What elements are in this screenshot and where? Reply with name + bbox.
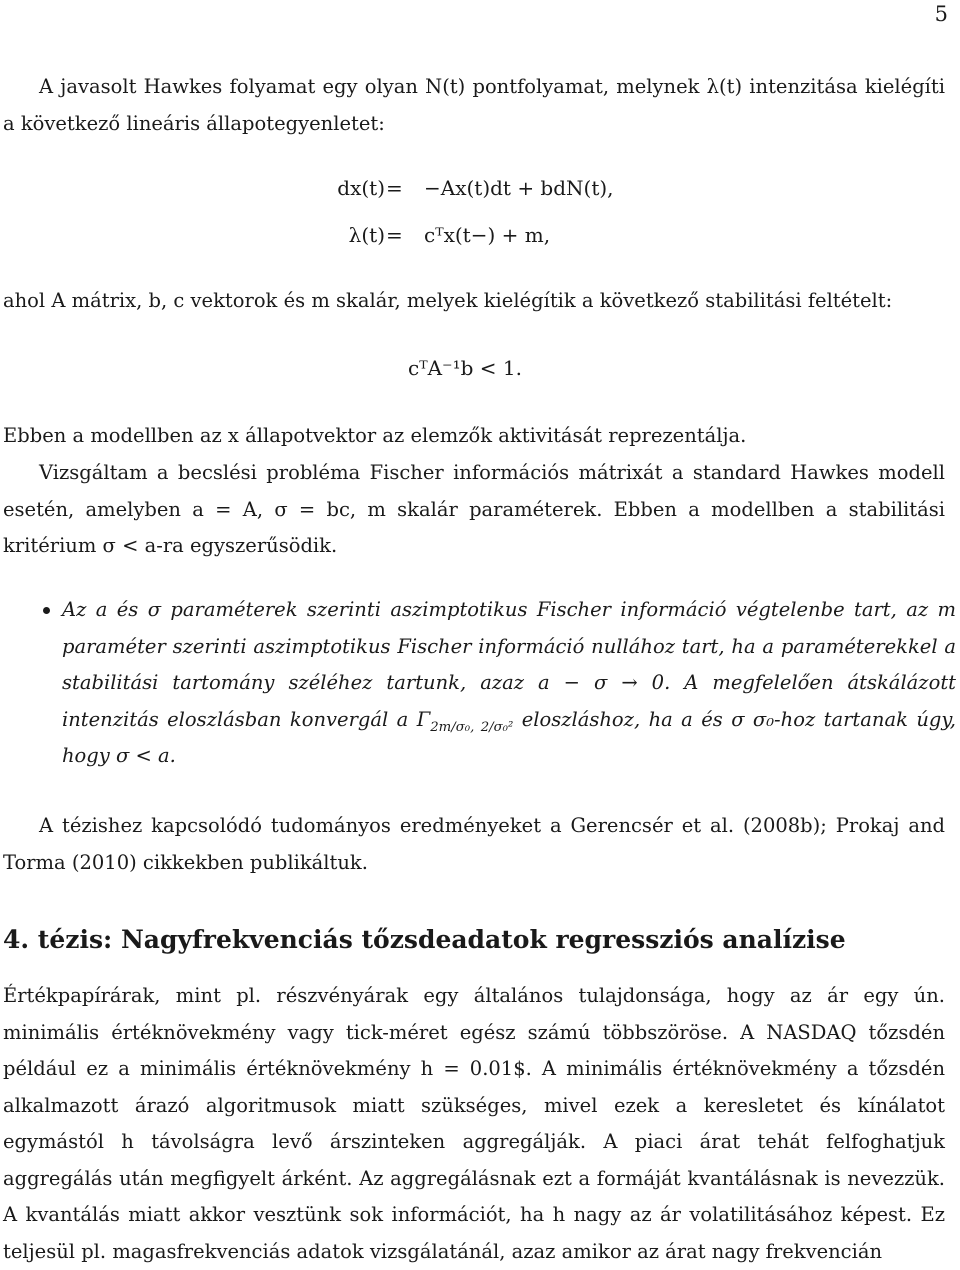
bullet-text-part-2: eloszláshoz, ha a és σ σ₀-hoz tartanak úgy, hogy σ < a.: [62, 707, 956, 767]
page-number: 5: [934, 2, 948, 26]
section-paragraph: Értékpapírárak, mint pl. részvényárak egy általános tulajdonsága, hogy az ár egy ún. minimális értéknövekmény vagy tick-méret egész számú többszöröse. A NASDAQ tőzsdén például ez a minimális értéknövekmény h = 0.01$. A minimális értéknövekmény a tőzsdén alkalmazott árazó algoritmusok miatt szükséges, mivel ezek a keresletet és kínálatot egymástól h távolságra levő árszinteken aggregálják. A piaci árat tehát felfoghatjuk aggregálás után megfigyelt árként. Az aggregálásnak ezt a formáját kvantálásnak is nevezzük. A kvantálás miatt akkor vesztünk sok információt, ha h nagy az ár volatilitásához képest. Ez teljesül pl. magasfrekvenciás adatok vizsgálatánál, azaz amikor az árat nagy frekvencián: [3, 984, 945, 1263]
model-paragraph-2: Vizsgáltam a becslési probléma Fischer információs mátrixát a standard Hawkes modell esetén, amelyben a = A, σ = bc, m skalár paraméterek. Ebben a modellben a stabilitási kritérium σ < a-ra egyszerűsödik.: [3, 461, 945, 557]
gamma-subscript: 2m/σ₀, 2/σ₀²: [430, 719, 514, 735]
bullet-point: [43, 607, 50, 614]
section-heading: 4. tézis: Nagyfrekvenciás tőzsdeadatok regressziós analízise: [3, 925, 846, 954]
intro-paragraph: A javasolt Hawkes folyamat egy olyan N(t) pontfolyamat, melynek λ(t) intenzitása kielégíti a következő lineáris állapotegyenletet:: [3, 75, 945, 135]
bullet-text-part-1: Az a és σ paraméterek szerinti aszimptotikus Fischer információ végtelenbe tart, az m paraméter szerinti aszimptotikus Fischer információ nullához tart, ha a paraméterekkel a stabilitási tartomány széléhez tartunk, azaz a − σ → 0. A megfelelően átskálázott intenzitás eloszlásban konvergál a Γ: [62, 598, 956, 731]
bullet-item: [62, 592, 956, 775]
condition-text: ahol A mátrix, b, c vektorok és m skalár, melyek kielégítik a következő stabilitási feltételt:: [3, 289, 893, 312]
equation-1-rhs: −Ax(t)dt + bdN(t),: [424, 176, 614, 200]
document-page: 5 A javasolt Hawkes folyamat egy olyan N(t) pontfolyamat, melynek λ(t) intenzitása kielégíti a következő lineáris állapotegyenletet: dx(t) = −Ax(t)dt + bdN(t), λ(t) = cᵀx(t−) + m, ahol A mátrix, b, c vektorok és m skalár, melyek kielégítik a következő stabilitási feltételt: cᵀA⁻¹b < 1. Ebben a modellben az x állapotvektor az elemzők aktivitását reprezentálja. Vizsgáltam a becslési probléma Fischer információs mátrixát a standard Hawkes modell esetén, amelyben a = A, σ = bc, m skalár paraméterek. Ebben a modellben a stabilitási kritérium σ < a-ra egyszerűsödik. Az a és σ paraméterek szerinti aszimptotikus Fischer információ végtelenbe tart, az m paraméter szerinti aszimptotikus Fischer információ nullához tart, ha a paraméterekkel a stabilitási tartomány széléhez tartunk, azaz a − σ → 0. A megfelelően átskálázott intenzitás eloszlásban konvergál a $\Gamma_{2m/\sigma_0, 2/\sigma_0^2}$ eloszláshoz, ha a és σ σ₀-hoz tartanak úgy, hogy σ < a. A tézishez kapcsolódó tudományos eredményeket a Gerencsér et al. (2008b); Prokaj and Torma (2010) cikkekben publikáltuk. 4. tézis: Nagyfrekvenciás tőzsdeadatok regressziós analízise Értékpapírárak, mint pl. részvényárak egy általános tulajdonsága, hogy az ár egy ún. minimális értéknövekmény vagy tick-méret egész számú többszöröse. A NASDAQ tőzsdén például ez a minimális értéknövekmény h = 0.01$. A minimális értéknövekmény a tőzsdén alkalmazott árazó algoritmusok miatt szükséges, mivel ezek a keresletet és kínálatot egymástól h távolságra levő árszinteken aggregálják. A piaci árat tehát felfoghatjuk aggregálás után megfigyelt árként. Az aggregálásnak ezt a formáját kvantálásnak is nevezzük. A kvantálás miatt akkor vesztünk sok információt, ha h nagy az ár volatilitásához képest. Ez teljesül pl. magasfrekvenciás adatok vizsgálatánál, azaz amikor az árat nagy frekvencián: [0, 0, 960, 1268]
model-paragraph-1: Ebben a modellben az x állapotvektor az elemzők aktivitását reprezentálja.: [3, 424, 747, 447]
equation-2-rhs: cᵀx(t−) + m,: [424, 223, 551, 247]
stability-equation: cᵀA⁻¹b < 1.: [408, 356, 522, 380]
publication-paragraph: A tézishez kapcsolódó tudományos eredményeket a Gerencsér et al. (2008b); Prokaj and Torma (2010) cikkekben publikáltuk.: [3, 814, 945, 874]
equation-1-rel: =: [386, 176, 403, 200]
equation-2-rel: =: [386, 223, 403, 247]
